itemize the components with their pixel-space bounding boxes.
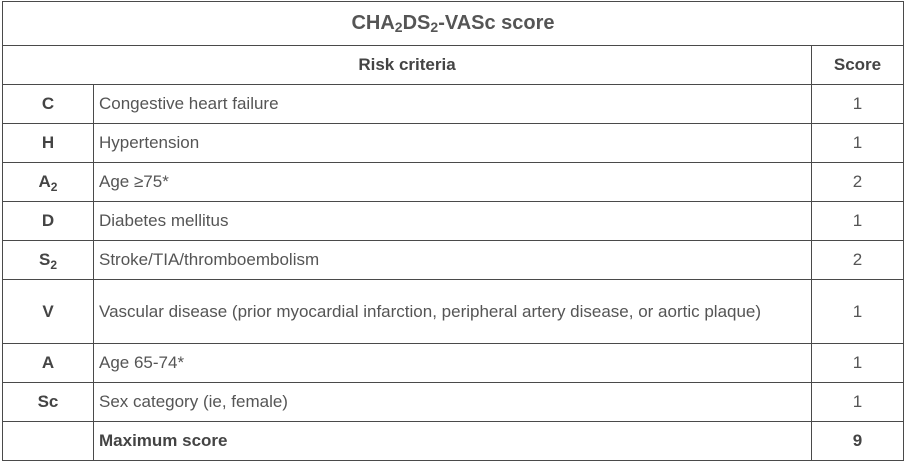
row-letter: Sc (3, 383, 94, 422)
row-score: 1 (812, 202, 904, 241)
row-criteria: Sex category (ie, female) (94, 383, 812, 422)
footer-row (3, 422, 904, 461)
row-score: 1 (812, 344, 904, 383)
row-score: 2 (812, 241, 904, 280)
row-score: 1 (812, 124, 904, 163)
title-row (3, 2, 904, 46)
row-score: 2 (812, 163, 904, 202)
row-score: 1 (812, 280, 904, 344)
row-criteria: Age ≥75* (94, 163, 812, 202)
header-risk-criteria: Risk criteria (3, 46, 812, 85)
table-row (3, 124, 904, 163)
row-criteria: Congestive heart failure (94, 85, 812, 124)
row-criteria: Stroke/TIA/thromboembolism (94, 241, 812, 280)
table-row (3, 280, 904, 344)
row-score: 1 (812, 383, 904, 422)
table-title: $CHA_2DS_2$-VASc score (3, 2, 904, 46)
table-row (3, 383, 904, 422)
row-letter: $A_2$ (3, 163, 94, 202)
table-row (3, 163, 904, 202)
row-letter: C (3, 85, 94, 124)
row-criteria: Diabetes mellitus (94, 202, 812, 241)
row-criteria: Vascular disease (prior myocardial infarction, peripheral artery disease, or aortic plaque) (94, 280, 812, 344)
row-score: 1 (812, 85, 904, 124)
row-letter: V (3, 280, 94, 344)
header-row (3, 46, 904, 85)
row-criteria: Hypertension (94, 124, 812, 163)
header-score: Score (812, 46, 904, 85)
row-letter: A (3, 344, 94, 383)
table-row (3, 241, 904, 280)
table-row (3, 85, 904, 124)
maximum-score-label: Maximum score (94, 422, 812, 461)
maximum-score-value: 9 (812, 422, 904, 461)
row-letter: H (3, 124, 94, 163)
table-row (3, 344, 904, 383)
row-letter: $S_2$ (3, 241, 94, 280)
row-criteria: Age 65-74* (94, 344, 812, 383)
table-row (3, 202, 904, 241)
footer-empty-cell (3, 422, 94, 461)
row-letter: D (3, 202, 94, 241)
cha2ds2-vasc-table (2, 1, 904, 461)
